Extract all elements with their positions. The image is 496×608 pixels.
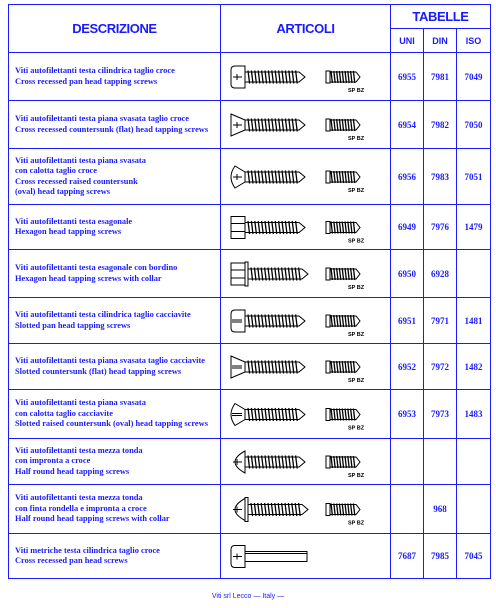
description-line: Viti autofilettanti testa piana svasata	[15, 155, 146, 165]
article-drawing-cell	[221, 439, 391, 485]
pan-head-slotted-screw-icon	[231, 310, 305, 332]
description-line: Cross recessed pan head tapping screws	[15, 76, 158, 86]
iso-value: 7045	[457, 534, 491, 579]
drawing-label: SP BZ	[348, 520, 365, 526]
tabelle-header: TABELLE	[391, 5, 491, 29]
descrizione-header: DESCRIZIONE	[9, 5, 221, 53]
iso-value: 7050	[457, 101, 491, 149]
description-line: (oval) head tapping screws	[15, 187, 110, 196]
description-cell	[9, 205, 221, 250]
description-line: Slotted raised countersunk (oval) head tapping screws	[15, 419, 208, 429]
drawing-label: SP BZ	[348, 284, 365, 291]
small-screw-icon	[326, 221, 360, 233]
iso-value: 7051	[457, 149, 491, 205]
header-row-top	[9, 5, 491, 29]
catalog-body	[9, 5, 491, 579]
countersunk-slotted-screw-icon	[231, 356, 305, 378]
uni-value: 6955	[391, 53, 424, 101]
description-cell	[9, 390, 221, 439]
screw-drawing	[221, 486, 389, 533]
description-line: con calotta taglio croce	[15, 166, 97, 175]
uni-value: 6956	[391, 149, 424, 205]
metric-pan-head-screw-icon	[231, 545, 307, 567]
screw-catalog-table	[8, 4, 491, 579]
din-header: DIN	[424, 29, 457, 53]
description-line: Viti autofilettanti testa piana svasata taglio croce	[15, 114, 189, 123]
description-cell	[9, 344, 221, 390]
uni-value: 6950	[391, 250, 424, 298]
screw-drawing	[221, 535, 389, 578]
catalog-row	[9, 149, 491, 205]
half-round-cross-screw-icon	[233, 451, 305, 473]
screw-drawing	[221, 345, 389, 389]
articoli-header: ARTICOLI	[221, 5, 391, 53]
din-value: 7981	[424, 53, 457, 101]
raised-countersunk-slotted-screw-icon	[231, 403, 305, 425]
description-line: Cross recessed raised countersunk	[15, 176, 138, 186]
din-value: 6928	[424, 250, 457, 298]
description-cell	[9, 53, 221, 101]
description-line: Viti autofilettanti testa piana svasata	[15, 398, 146, 408]
description-line: con impronta a croce	[15, 456, 91, 466]
article-drawing-cell	[221, 390, 391, 439]
description-line: Hexagon head tapping screws with collar	[15, 273, 162, 283]
description-line: Viti autofilettanti testa esagonale	[15, 216, 133, 226]
uni-value	[391, 439, 424, 485]
screw-drawing	[221, 206, 389, 249]
article-drawing-cell	[221, 101, 391, 149]
din-value: 7976	[424, 205, 457, 250]
small-screw-icon	[326, 268, 360, 280]
din-value: 7972	[424, 344, 457, 390]
hexagon-collar-screw-icon	[231, 262, 308, 286]
iso-value: 1482	[457, 344, 491, 390]
description-line: Slotted countersunk (flat) head tapping screws	[15, 366, 182, 376]
description-cell	[9, 485, 221, 534]
iso-value: 1483	[457, 390, 491, 439]
description-line: Viti autofilettanti testa mezza tonda	[15, 445, 143, 455]
description-cell	[9, 149, 221, 205]
pan-head-cross-screw-icon	[231, 66, 305, 88]
din-value: 7985	[424, 534, 457, 579]
iso-value: 1481	[457, 298, 491, 344]
screw-drawing	[221, 251, 389, 297]
iso-value	[457, 250, 491, 298]
uni-value: 6952	[391, 344, 424, 390]
description-line: Half round head tapping screws	[15, 466, 130, 476]
description-cell	[9, 534, 221, 579]
catalog-row	[9, 205, 491, 250]
drawing-label: SP BZ	[348, 331, 365, 338]
iso-value: 7049	[457, 53, 491, 101]
drawing-label: SP BZ	[348, 135, 365, 142]
article-drawing-cell	[221, 344, 391, 390]
screw-drawing	[221, 440, 389, 484]
screw-drawing	[221, 150, 389, 204]
drawing-label: SP BZ	[348, 87, 365, 94]
description-cell	[9, 439, 221, 485]
article-drawing-cell	[221, 534, 391, 579]
description-line: Hexagon head tapping screws	[15, 227, 122, 236]
drawing-label: SP BZ	[348, 187, 365, 194]
screw-drawing	[221, 391, 389, 438]
small-screw-icon	[326, 361, 360, 373]
catalog-row	[9, 390, 491, 439]
description-cell	[9, 250, 221, 298]
description-line: Half round head tapping screws with collar	[15, 514, 170, 524]
drawing-label: SP BZ	[348, 472, 365, 479]
uni-value: 6954	[391, 101, 424, 149]
uni-value: 6949	[391, 205, 424, 250]
uni-value: 6951	[391, 298, 424, 344]
catalog-row	[9, 344, 491, 390]
article-drawing-cell	[221, 298, 391, 344]
iso-header: ISO	[457, 29, 491, 53]
article-drawing-cell	[221, 205, 391, 250]
small-screw-icon	[326, 503, 360, 515]
small-screw-icon	[326, 119, 360, 131]
description-cell	[9, 101, 221, 149]
half-round-collar-screw-icon	[233, 497, 308, 521]
hexagon-head-screw-icon	[231, 216, 305, 238]
din-value	[424, 439, 457, 485]
din-value: 7982	[424, 101, 457, 149]
catalog-row	[9, 298, 491, 344]
screw-drawing	[221, 102, 389, 148]
uni-value	[391, 485, 424, 534]
description-line: Cross recessed pan head screws	[15, 556, 128, 565]
countersunk-cross-screw-icon	[231, 114, 305, 136]
description-line: Viti autofilettanti testa cilindrica taglio croce	[15, 66, 175, 75]
raised-countersunk-cross-screw-icon	[231, 166, 305, 188]
uni-value: 6953	[391, 390, 424, 439]
description-line: Viti autofilettanti testa cilindrica taglio cacciavite	[15, 310, 191, 319]
catalog-row	[9, 53, 491, 101]
catalog-row	[9, 250, 491, 298]
din-value: 968	[424, 485, 457, 534]
small-screw-icon	[326, 71, 360, 83]
din-value: 7983	[424, 149, 457, 205]
description-line: Viti autofilettanti testa mezza tonda	[15, 493, 143, 503]
description-line: Viti autofilettanti testa piana svasata taglio cacciavite	[15, 356, 205, 365]
iso-value: 1479	[457, 205, 491, 250]
drawing-label: SP BZ	[348, 377, 365, 384]
drawing-label: SP BZ	[348, 425, 365, 431]
description-line: Slotted pan head tapping screws	[15, 320, 131, 330]
article-drawing-cell	[221, 149, 391, 205]
small-screw-icon	[326, 456, 360, 468]
description-line: Viti metriche testa cilindrica taglio croce	[15, 545, 160, 555]
iso-value	[457, 485, 491, 534]
catalog-row	[9, 439, 491, 485]
article-drawing-cell	[221, 53, 391, 101]
description-line: Cross recessed countersunk (flat) head tapping screws	[15, 124, 209, 134]
description-line: con finta rondella e impronta a croce	[15, 503, 147, 513]
catalog-row	[9, 534, 491, 579]
uni-header: UNI	[391, 29, 424, 53]
uni-value: 7687	[391, 534, 424, 579]
drawing-label: SP BZ	[348, 238, 365, 244]
din-value: 7973	[424, 390, 457, 439]
din-value: 7971	[424, 298, 457, 344]
article-drawing-cell	[221, 250, 391, 298]
small-screw-icon	[326, 315, 360, 327]
description-line: con calotta taglio cacciavite	[15, 408, 113, 418]
screw-drawing	[221, 54, 389, 100]
description-line: Viti autofilettanti testa esagonale con bordino	[15, 263, 178, 272]
article-drawing-cell	[221, 485, 391, 534]
small-screw-icon	[326, 171, 360, 183]
catalog-row	[9, 101, 491, 149]
catalog-row	[9, 485, 491, 534]
footer-text: Viti srl Lecco — Italy —	[211, 593, 285, 600]
screw-drawing	[221, 299, 389, 343]
description-cell	[9, 298, 221, 344]
small-screw-icon	[326, 408, 360, 420]
iso-value	[457, 439, 491, 485]
